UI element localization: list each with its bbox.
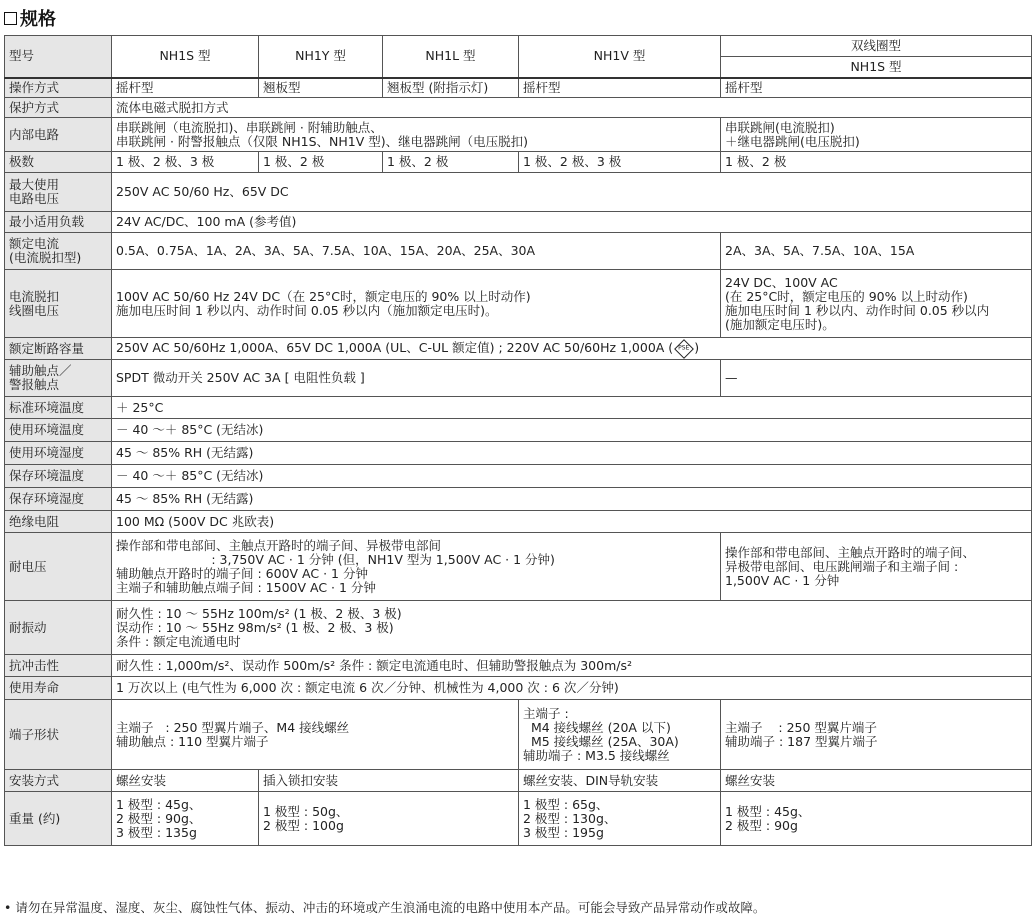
row-label-trip: 保护方式 bbox=[5, 98, 112, 118]
coil-dual-line-4: (施加额定电压时)。 bbox=[725, 316, 835, 332]
row-label-op: 操作方式 bbox=[5, 78, 112, 98]
withstand-line-3: 辅助触点开路时的端子间 : 600V AC · 1 分钟 bbox=[116, 565, 368, 581]
header-label: 型号 bbox=[5, 36, 112, 78]
row-label-withstand: 耐电压 bbox=[5, 533, 112, 601]
circuit-dual-line-1: 串联跳闸(电流脱扣) bbox=[725, 119, 835, 135]
mount-dual: 螺丝安装 bbox=[721, 770, 1032, 792]
mount-nh1s: 螺丝安装 bbox=[112, 770, 259, 792]
terminal-b-line-4: 辅助端子 : M3.5 接线螺丝 bbox=[523, 747, 670, 763]
op-nh1s: 摇杆型 bbox=[112, 78, 259, 98]
circuit-dual-line-2: ＋继电器跳闸(电压脱扣) bbox=[725, 133, 860, 149]
terminal-d-line-1: 主端子 : 250 型翼片端子 bbox=[725, 719, 877, 735]
spec-table bbox=[4, 35, 1032, 846]
withstand-dual bbox=[721, 533, 1032, 601]
aux-dual: — bbox=[721, 360, 1032, 397]
terminal-dual bbox=[721, 700, 1032, 770]
header-model-nh1l: NH1L 型 bbox=[383, 36, 519, 78]
trip-value: 流体电磁式脱扣方式 bbox=[112, 98, 1032, 118]
header-dual-coil: 双线圈型 bbox=[721, 36, 1032, 57]
coil-label-line-1: 电流脱扣 bbox=[9, 288, 60, 304]
row-label-rated bbox=[5, 233, 112, 270]
withstand-line-1: 操作部和带电部间、主触点开路时的端子间、异极带电部间 bbox=[116, 537, 442, 553]
vib-line-3: 条件 : 额定电流通电时 bbox=[116, 633, 241, 649]
weight-d-line-1: 1 极型 : 45g、 bbox=[725, 803, 811, 819]
terminal-b-line-3: M5 接线螺丝 (25A、30A) bbox=[523, 733, 679, 749]
maxv-label-line-2: 电路电压 bbox=[9, 191, 60, 206]
weight-a-line-1: 1 极型 : 45g、 bbox=[116, 796, 202, 812]
withstand-line-4: 主端子和辅助触点端子间 : 1500V AC · 1 分钟 bbox=[116, 579, 376, 595]
pse-mark-icon bbox=[674, 339, 694, 359]
header-model-nh1y: NH1Y 型 bbox=[259, 36, 383, 78]
terminal-b-line-2: M4 接线螺丝 (20A 以下) bbox=[523, 719, 671, 735]
section-title-text: 规格 bbox=[20, 9, 56, 30]
footnote: • 请勿在异常温度、湿度、灰尘、腐蚀性气体、振动、冲击的环境或产生浪涌电流的电路中使用本产品。可能会导致产品异常动作或故障。 bbox=[4, 900, 766, 915]
maxv-label-line-1: 最大使用 bbox=[9, 177, 60, 192]
row-label-maxv bbox=[5, 173, 112, 212]
coil-line-2: 施加电压时间 1 秒以内、动作时间 0.05 秒以内（施加额定电压时)。 bbox=[116, 302, 498, 318]
terminal-a-line-2: 辅助触点 : 110 型翼片端子 bbox=[116, 733, 269, 749]
terminal-nh1s-nh1y-nh1l bbox=[112, 700, 519, 770]
row-label-poles: 极数 bbox=[5, 152, 112, 173]
poles-nh1l: 1 极、2 极 bbox=[383, 152, 519, 173]
aux-value: SPDT 微动开关 250V AC 3A [ 电阻性负载 ] bbox=[112, 360, 721, 397]
storehum-value: 45 ～ 85% RH (无结露) bbox=[112, 488, 1032, 511]
terminal-d-line-2: 辅助端子 : 187 型翼片端子 bbox=[725, 733, 878, 749]
row-label-circuit: 内部电路 bbox=[5, 118, 112, 152]
weight-d-line-2: 2 极型 : 90g bbox=[725, 817, 798, 833]
rated-value: 0.5A、0.75A、1A、2A、3A、5A、7.5A、10A、15A、20A、25A、30A bbox=[112, 233, 721, 270]
coil-dual bbox=[721, 270, 1032, 338]
square-bullet-icon bbox=[4, 12, 17, 25]
coil-line-1: 100V AC 50/60 Hz 24V DC（在 25°C时，额定电压的 90% 以上时动作) bbox=[116, 288, 531, 304]
rated-label-line-1: 额定电流 bbox=[9, 236, 60, 251]
mount-nh1v: 螺丝安装、DIN导轨安装 bbox=[519, 770, 721, 792]
vib-value bbox=[112, 601, 1032, 655]
circuit-line-1: 串联跳闸（电流脱扣)、串联跳闸 · 附辅助触点、 bbox=[116, 119, 383, 135]
withstand-line-2: : 3,750V AC · 1 分钟 (但，NH1V 型为 1,500V AC · 1 分钟) bbox=[116, 551, 555, 567]
coil-value bbox=[112, 270, 721, 338]
weight-b-line-1: 1 极型 : 50g、 bbox=[263, 803, 349, 819]
withstand-dual-line-1: 操作部和带电部间、主触点开路时的端子间、 bbox=[725, 544, 976, 560]
vib-line-2: 误动作 : 10 ～ 55Hz 98m/s² (1 极、2 极、3 极) bbox=[116, 619, 394, 635]
op-nh1l: 翘板型 (附指示灯) bbox=[383, 78, 519, 98]
vib-line-1: 耐久性 : 10 ～ 55Hz 100m/s² (1 极、2 极、3 极) bbox=[116, 605, 402, 621]
circuit-line-2: 串联跳闸 · 附警报触点（仅限 NH1S、NH1V 型)、继电器跳闸（电压脱扣) bbox=[116, 133, 529, 149]
pse-mark-text: PSE bbox=[678, 344, 690, 352]
coil-label-line-2: 线圈电压 bbox=[9, 302, 60, 318]
row-label-terminal: 端子形状 bbox=[5, 700, 112, 770]
aux-label-line-2: 警报触点 bbox=[9, 377, 60, 392]
row-label-storetemp: 保存环境温度 bbox=[5, 465, 112, 488]
row-label-insul: 绝缘电阻 bbox=[5, 511, 112, 533]
row-label-storehum: 保存环境湿度 bbox=[5, 488, 112, 511]
row-label-weight: 重量 (约) bbox=[5, 792, 112, 846]
coil-dual-line-2: (在 25°C时，额定电压的 90% 以上时动作) bbox=[725, 288, 968, 304]
weight-dual bbox=[721, 792, 1032, 846]
minload-value: 24V AC/DC、100 mA (参考值) bbox=[112, 212, 1032, 233]
weight-nh1y-nh1l bbox=[259, 792, 519, 846]
aux-label-line-1: 辅助触点／ bbox=[9, 363, 72, 378]
op-nh1v: 摇杆型 bbox=[519, 78, 721, 98]
row-label-coil bbox=[5, 270, 112, 338]
terminal-nh1v bbox=[519, 700, 721, 770]
row-label-usetemp: 使用环境温度 bbox=[5, 419, 112, 442]
mount-nh1y-nh1l: 插入锁扣安装 bbox=[259, 770, 519, 792]
row-label-breaking: 额定断路容量 bbox=[5, 338, 112, 360]
weight-c-line-3: 3 极型 : 195g bbox=[523, 824, 604, 840]
row-label-minload: 最小适用负载 bbox=[5, 212, 112, 233]
coil-dual-line-3: 施加电压时间 1 秒以内、动作时间 0.05 秒以内 bbox=[725, 302, 990, 318]
usetemp-value: － 40 ～＋ 85°C (无结冰) bbox=[112, 419, 1032, 442]
row-label-life: 使用寿命 bbox=[5, 677, 112, 700]
rated-dual: 2A、3A、5A、7.5A、10A、15A bbox=[721, 233, 1032, 270]
withstand-dual-line-3: 1,500V AC · 1 分钟 bbox=[725, 572, 840, 588]
header-model-nh1v: NH1V 型 bbox=[519, 36, 721, 78]
poles-nh1v: 1 极、2 极、3 极 bbox=[519, 152, 721, 173]
coil-dual-line-1: 24V DC、100V AC bbox=[725, 274, 838, 290]
row-label-stdtemp: 标准环境温度 bbox=[5, 397, 112, 419]
row-label-usehum: 使用环境湿度 bbox=[5, 442, 112, 465]
row-label-vib: 耐振动 bbox=[5, 601, 112, 655]
insul-value: 100 MΩ (500V DC 兆欧表) bbox=[112, 511, 1032, 533]
row-label-shock: 抗冲击性 bbox=[5, 655, 112, 677]
terminal-b-line-1: 主端子 : bbox=[523, 705, 569, 721]
weight-c-line-1: 1 极型 : 65g、 bbox=[523, 796, 609, 812]
rated-label-line-2: (电流脱扣型) bbox=[9, 250, 82, 265]
breaking-value bbox=[112, 338, 1032, 360]
poles-nh1s: 1 极、2 极、3 极 bbox=[112, 152, 259, 173]
life-value: 1 万次以上 (电气性为 6,000 次 : 额定电流 6 次／分钟、机械性为 4,000 次 : 6 次／分钟) bbox=[112, 677, 1032, 700]
weight-nh1v bbox=[519, 792, 721, 846]
weight-nh1s bbox=[112, 792, 259, 846]
breaking-close: ) bbox=[694, 340, 700, 356]
weight-b-line-2: 2 极型 : 100g bbox=[263, 817, 344, 833]
section-title bbox=[4, 6, 56, 30]
usehum-value: 45 ～ 85% RH (无结露) bbox=[112, 442, 1032, 465]
shock-value: 耐久性 : 1,000m/s²、误动作 500m/s² 条件 : 额定电流通电时、但辅助警报触点为 300m/s² bbox=[112, 655, 1032, 677]
weight-c-line-2: 2 极型 : 130g、 bbox=[523, 810, 617, 826]
header-model-nh1s: NH1S 型 bbox=[112, 36, 259, 78]
withstand-value bbox=[112, 533, 721, 601]
stdtemp-value: ＋ 25°C bbox=[112, 397, 1032, 419]
terminal-a-line-1: 主端子 : 250 型翼片端子、M4 接线螺丝 bbox=[116, 719, 350, 735]
poles-dual: 1 极、2 极 bbox=[721, 152, 1032, 173]
storetemp-value: － 40 ～＋ 85°C (无结冰) bbox=[112, 465, 1032, 488]
header-dual-model: NH1S 型 bbox=[721, 57, 1032, 78]
poles-nh1y: 1 极、2 极 bbox=[259, 152, 383, 173]
row-label-mount: 安装方式 bbox=[5, 770, 112, 792]
circuit-value bbox=[112, 118, 721, 152]
op-dual: 摇杆型 bbox=[721, 78, 1032, 98]
weight-a-line-2: 2 极型 : 90g、 bbox=[116, 810, 202, 826]
row-label-aux bbox=[5, 360, 112, 397]
withstand-dual-line-2: 异极带电部间、电压跳闸端子和主端子间 : bbox=[725, 558, 959, 574]
maxv-value: 250V AC 50/60 Hz、65V DC bbox=[112, 173, 1032, 212]
weight-a-line-3: 3 极型 : 135g bbox=[116, 824, 197, 840]
breaking-text: 250V AC 50/60Hz 1,000A、65V DC 1,000A (UL、C-UL 额定值) ; 220V AC 50/60Hz 1,000A ( bbox=[116, 340, 674, 356]
circuit-dual bbox=[721, 118, 1032, 152]
op-nh1y: 翘板型 bbox=[259, 78, 383, 98]
